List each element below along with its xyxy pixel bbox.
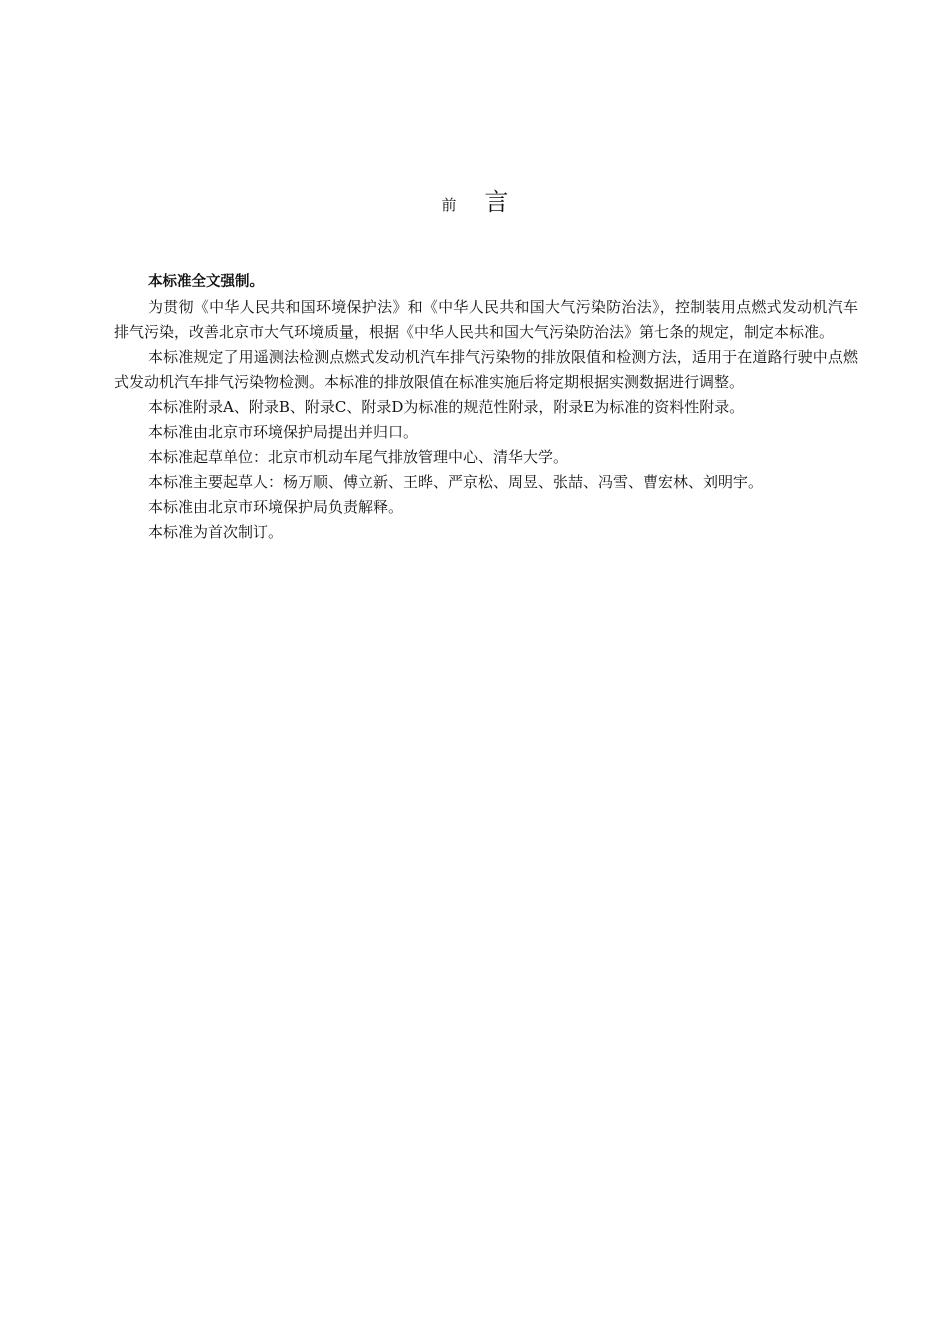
paragraph-proposer: 本标准由北京市环境保护局提出并归口。 [148, 423, 419, 441]
title-char-2: 言 [484, 188, 509, 216]
foreword-body [114, 270, 858, 545]
paragraph-first-edition: 本标准为首次制订。 [148, 523, 284, 541]
paragraph-drafting-units: 本标准起草单位：北京市机动车尾气排放管理中心、清华大学。 [148, 448, 569, 466]
paragraph-appendices: 本标准附录A、附录B、附录C、附录D为标准的规范性附录，附录E为标准的资料性附录。 [148, 398, 745, 416]
paragraph-interpretation: 本标准由北京市环境保护局负责解释。 [148, 498, 404, 516]
paragraph-purpose: 为贯彻《中华人民共和国环境保护法》和《中华人民共和国大气污染防治法》，控制装用点燃式发动机汽车排气污染，改善北京市大气环境质量，根据《中华人民共和国大气污染防治法》第七条的规定，制定本标准。 [114, 298, 858, 341]
paragraph-drafters: 本标准主要起草人：杨万顺、傅立新、王晔、严京松、周昱、张喆、冯雪、曹宏林、刘明宇。 [148, 473, 764, 491]
page-title [0, 186, 950, 221]
paragraph-scope: 本标准规定了用遥测法检测点燃式发动机汽车排气污染物的排放限值和检测方法，适用于在道路行驶中点燃式发动机汽车排气污染物检测。本标准的排放限值在标准实施后将定期根据实测数据进行调整。 [114, 348, 858, 391]
paragraph-mandatory: 本标准全文强制。 [148, 274, 264, 290]
title-char-1: 前 [441, 196, 457, 214]
